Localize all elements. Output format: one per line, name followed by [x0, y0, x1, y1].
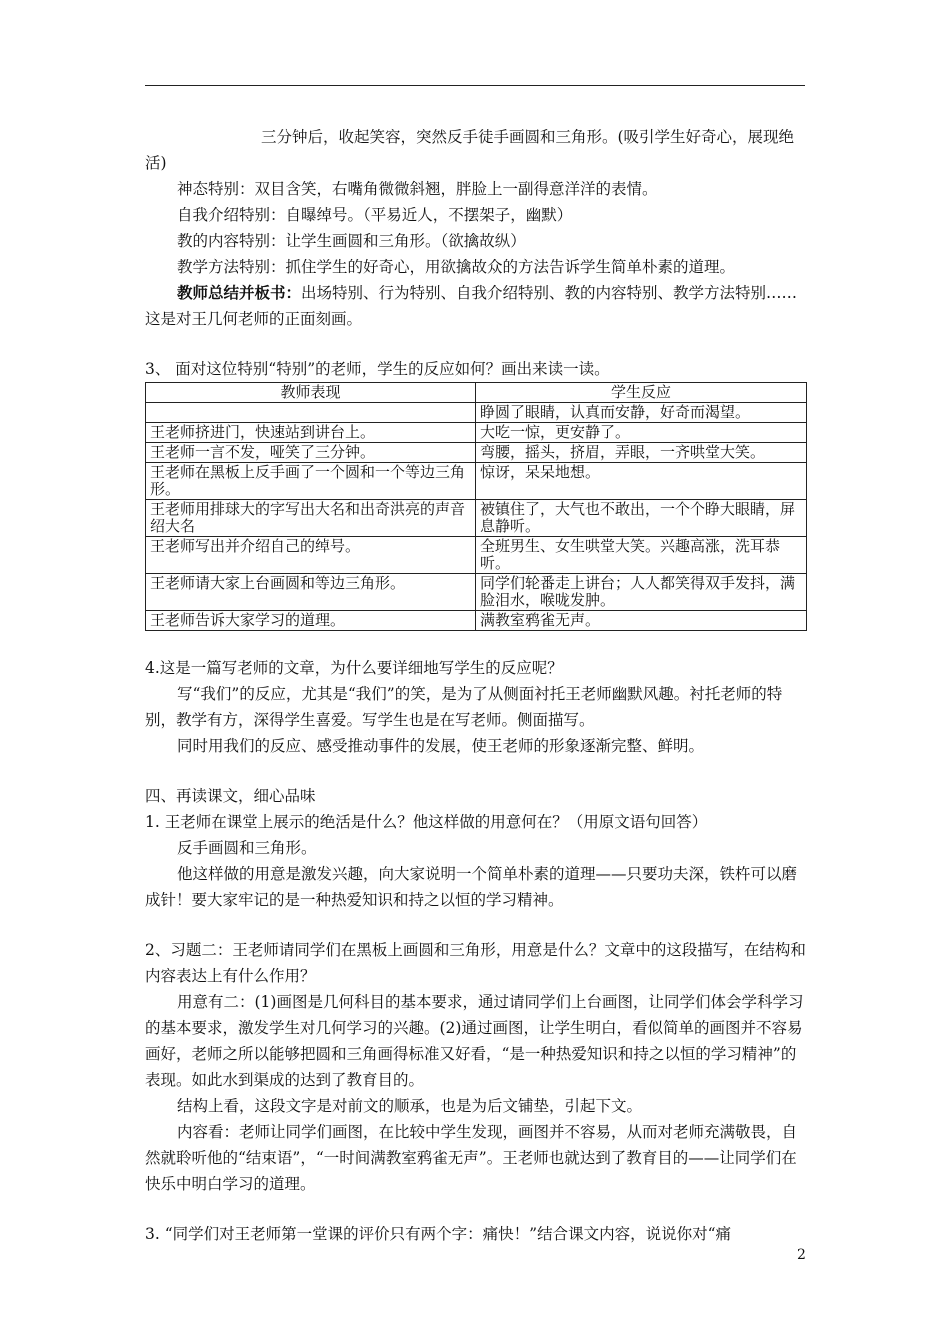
answer-paragraph: 用意有二：(1)画图是几何科目的基本要求，通过请同学们上台画图，让同学们体会学科学习的基本要求，激发学生对几何学习的兴趣。(2)通过画图，让学生明白，看似简单的画图并不容易画好，老师之所以能够把圆和三角画得标准又好看，“是一种热爱知识和持之以恒的学习精神”的表现。如此水到渠成的达到了教育目的。	[145, 993, 804, 1089]
student-cell: 同学们轮番走上讲台；人人都笑得双手发抖，满脸泪水，喉咙发肿。	[476, 574, 807, 611]
trait-method: 教学方法特别：抓住学生的好奇心，用欲擒故众的方法告诉学生简单朴素的道理。	[177, 258, 736, 276]
answer-paragraph: 同时用我们的反应、感受推动事件的发展，使王老师的形象逐渐完整、鲜明。	[177, 737, 705, 755]
table-row	[146, 463, 807, 500]
answer-paragraph: 内容看：老师让同学们画图，在比较中学生发现，画图并不容易，从而对老师充满敬畏，自然就聆听他的“结束语”，“一时间满教室鸦雀无声”。王老师也就达到了教育目的——让同学们在快乐中明白学习的道理。	[145, 1123, 798, 1193]
teacher-cell: 王老师告诉大家学习的道理。	[146, 611, 476, 631]
teacher-cell: 王老师写出并介绍自己的绰号。	[146, 537, 476, 574]
answer-paragraph: 反手画圆和三角形。	[177, 839, 317, 857]
teacher-cell	[146, 403, 476, 423]
board-summary-text: 出场特别、行为特别、自我介绍特别、教的内容特别、教学方法特别……这是对王几何老师的正面刻画。	[145, 284, 798, 328]
student-cell: 大吃一惊，更安静了。	[476, 423, 807, 443]
reaction-table	[145, 382, 807, 631]
table-row	[146, 500, 807, 537]
section-q1-title: 1. 王老师在课堂上展示的绝活是什么？他这样做的用意何在？（用原文语句回答）	[145, 813, 708, 831]
trait-content: 教的内容特别：让学生画圆和三角形。（欲擒故纵）	[177, 232, 526, 250]
answer-paragraph: 写“我们”的反应，尤其是“我们”的笑，是为了从侧面衬托王老师幽默风趣。衬托老师的特别，教学有方，深得学生喜爱。写学生也是在写老师。侧面描写。	[145, 685, 783, 729]
student-cell: 睁圆了眼睛，认真而安静，好奇而渴望。	[476, 403, 807, 423]
table-header-row	[146, 383, 807, 403]
section-heading: 四、再读课文，细心品味	[145, 787, 316, 805]
trait-demeanor: 神态特别：双目含笑，右嘴角微微斜翘，胖脸上一副得意洋洋的表情。	[177, 180, 658, 198]
teacher-cell: 王老师在黑板上反手画了一个圆和一个等边三角形。	[146, 463, 476, 500]
board-summary-label: 教师总结并板书：	[177, 283, 302, 302]
answer-paragraph: 他这样做的用意是激发兴趣，向大家说明一个简单朴素的道理——只要功夫深，铁杵可以磨成针！要大家牢记的是一种热爱知识和持之以恒的学习精神。	[145, 865, 798, 909]
question-4-title: 4.这是一篇写老师的文章，为什么要详细地写学生的反应呢？	[145, 659, 563, 677]
header-teacher: 教师表现	[146, 383, 476, 403]
table-row	[146, 443, 807, 463]
teacher-cell: 王老师挤进门，快速站到讲台上。	[146, 423, 476, 443]
section-q2-title: 2、习题二：王老师请同学们在黑板上画圆和三角形，用意是什么？文章中的这段描写，在结构和内容表达上有什么作用？	[145, 941, 806, 985]
student-cell: 全班男生、女生哄堂大笑。兴趣高涨，洗耳恭听。	[476, 537, 807, 574]
page-body	[145, 124, 810, 1247]
student-cell: 弯腰，摇头，挤眉，弄眼，一齐哄堂大笑。	[476, 443, 807, 463]
student-cell: 被镇住了，大气也不敢出，一个个睁大眼睛，屏息静听。	[476, 500, 807, 537]
teacher-cell: 王老师用排球大的字写出大名和出奇洪亮的声音绍大名	[146, 500, 476, 537]
trait-self-intro: 自我介绍特别：自曝绰号。（平易近人，不摆架子，幽默）	[177, 206, 573, 224]
question-3-title: 3、 面对这位特别“特别”的老师，学生的反应如何？画出来读一读。	[145, 360, 610, 378]
teacher-cell: 王老师一言不发，哑笑了三分钟。	[146, 443, 476, 463]
table-row	[146, 423, 807, 443]
intro-line: 三分钟后，收起笑容，突然反手徒手画圆和三角形。(吸引学生好奇心，展现绝活)	[145, 128, 795, 172]
section-q3-title: 3. “同学们对王老师第一堂课的评价只有两个字：痛快！”结合课文内容，说说你对“痛	[145, 1225, 731, 1243]
student-cell: 惊讶，呆呆地想。	[476, 463, 807, 500]
table-row	[146, 537, 807, 574]
header-student: 学生反应	[476, 383, 807, 403]
table-row	[146, 403, 807, 423]
teacher-cell: 王老师请大家上台画圆和等边三角形。	[146, 574, 476, 611]
answer-paragraph: 结构上看，这段文字是对前文的顺承，也是为后文铺垫，引起下文。	[177, 1097, 643, 1115]
table-row	[146, 611, 807, 631]
board-summary	[145, 280, 810, 332]
header-rule	[145, 85, 805, 86]
student-cell: 满教室鸦雀无声。	[476, 611, 807, 631]
table-row	[146, 574, 807, 611]
page-number: 2	[797, 1247, 806, 1263]
